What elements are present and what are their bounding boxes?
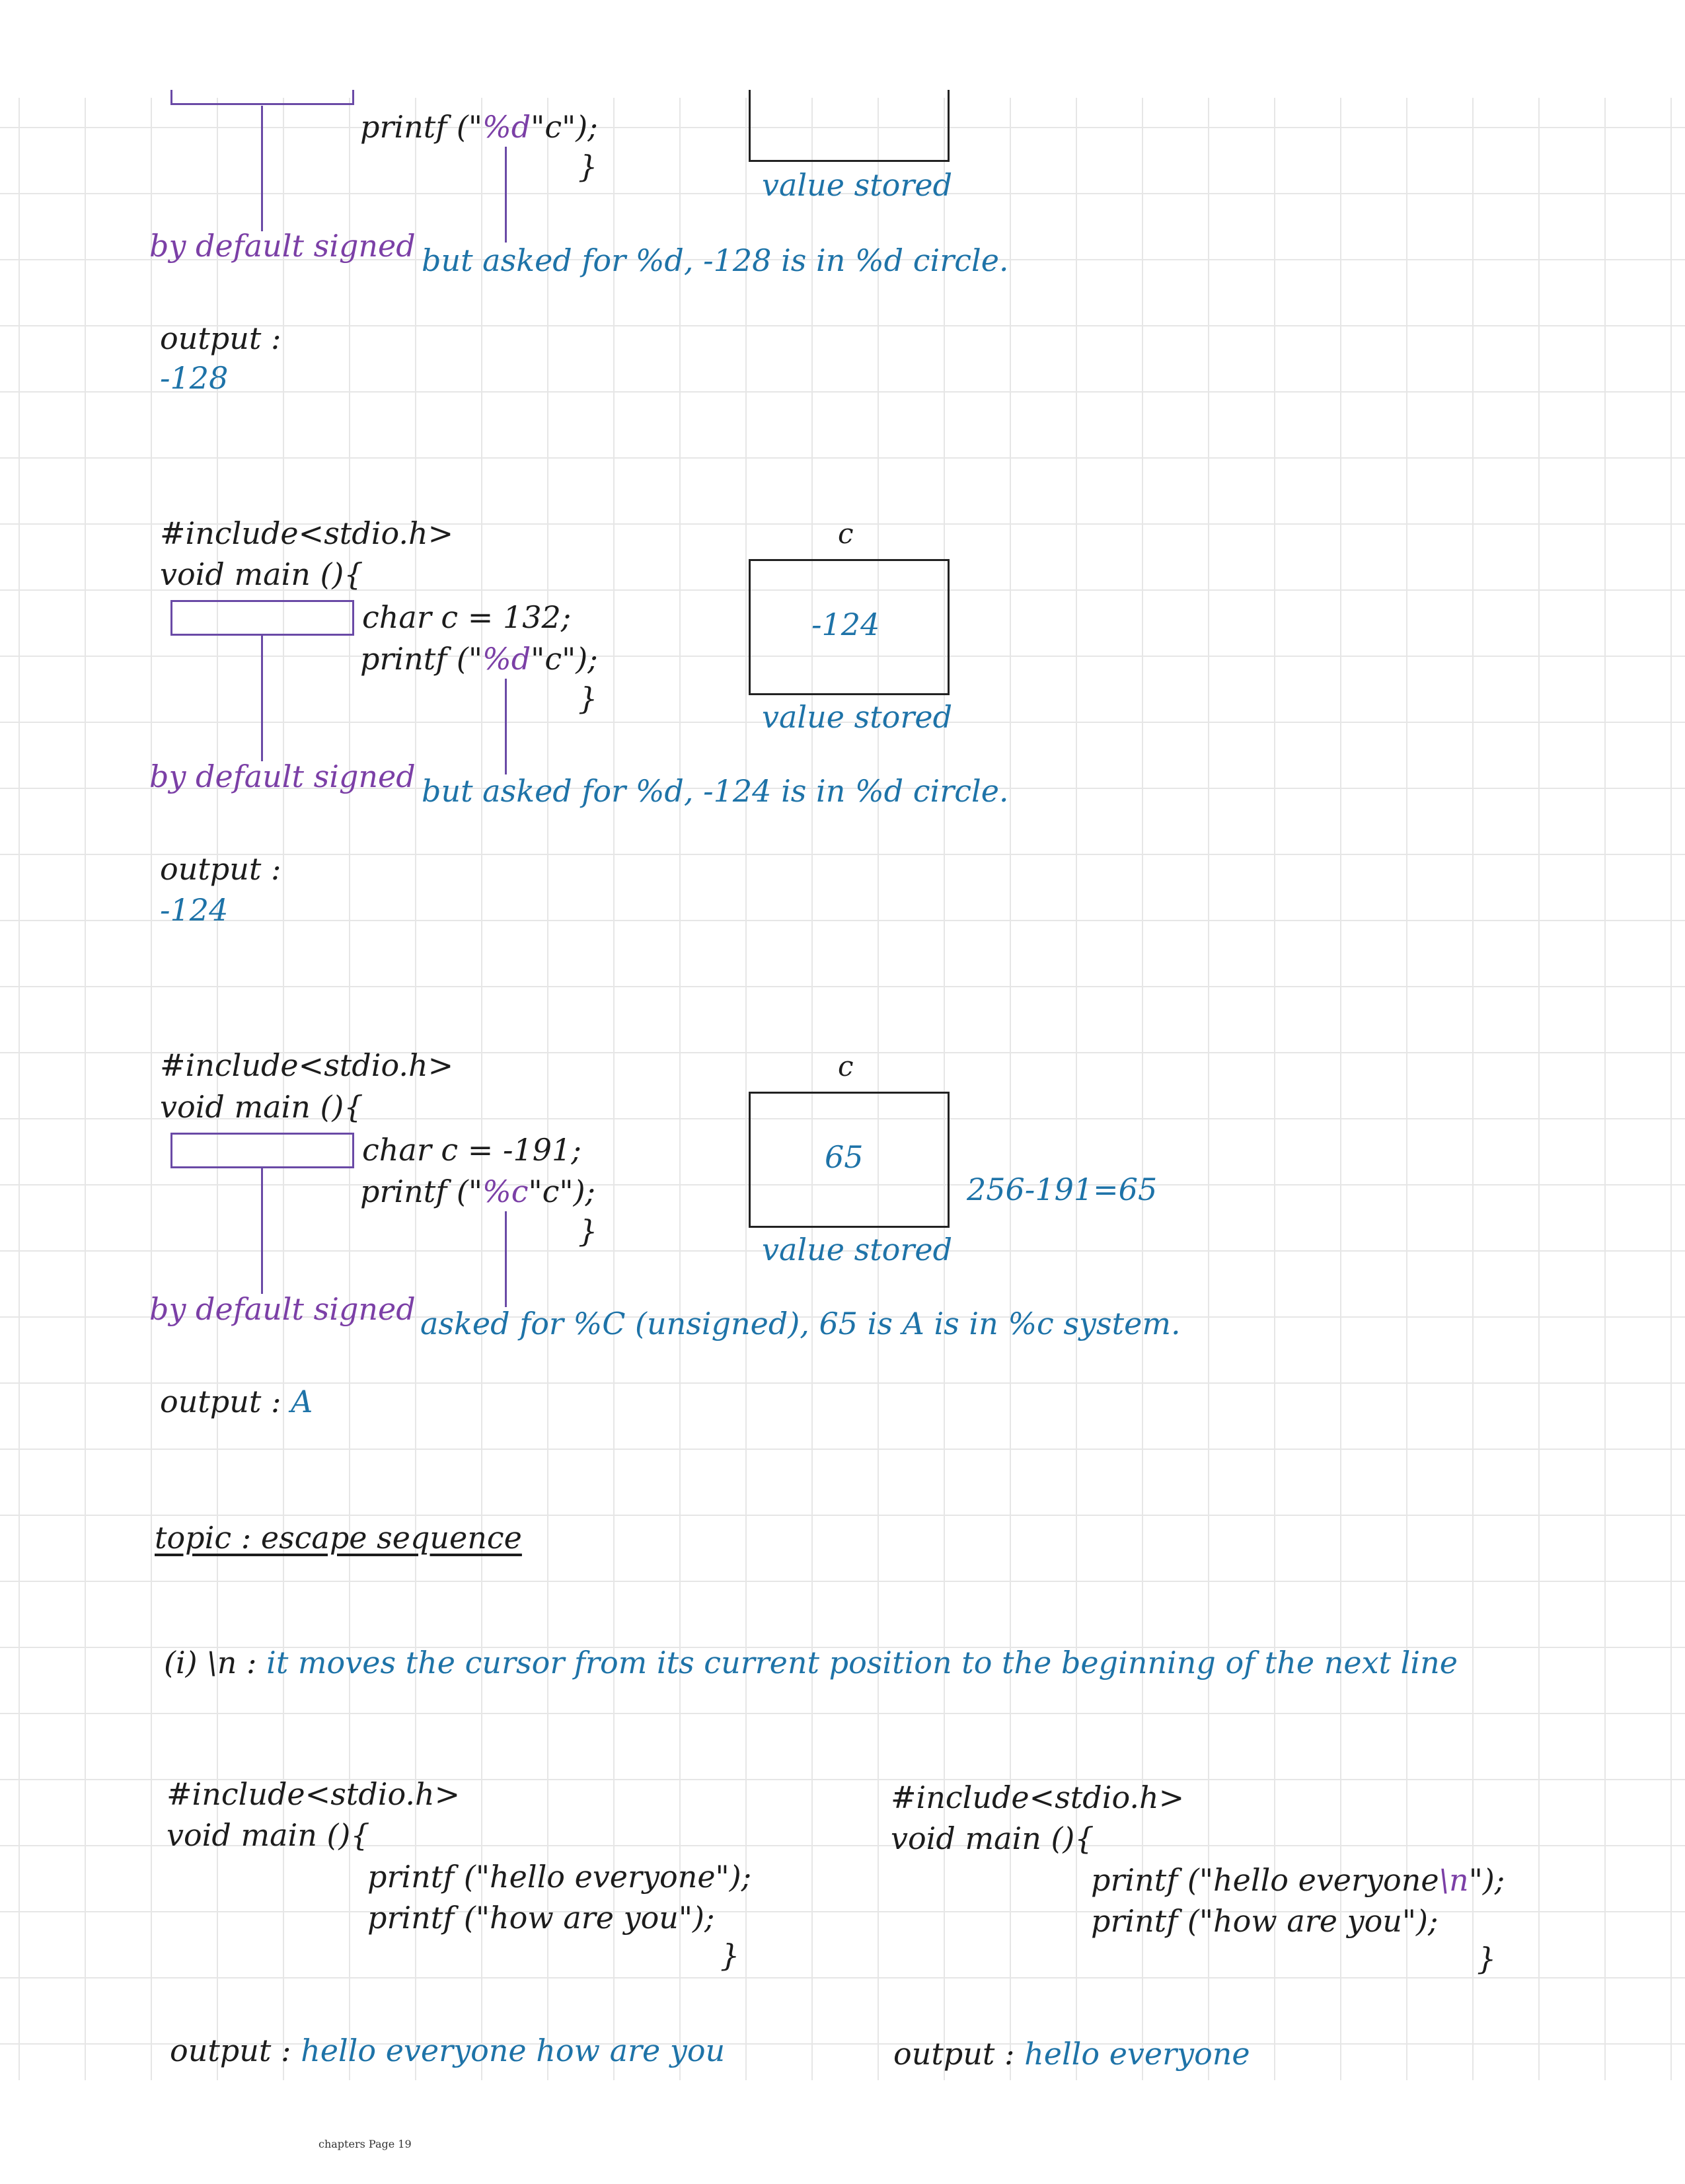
output-label: output : bbox=[160, 1384, 281, 1419]
output-label: output : bbox=[160, 320, 281, 356]
memory-box bbox=[749, 90, 950, 162]
explanation: but asked for %d, -124 is in %d circle. bbox=[422, 773, 1009, 809]
printf-suffix: "c"); bbox=[531, 109, 598, 145]
connector-line bbox=[505, 679, 507, 774]
printf-prefix: printf (" bbox=[360, 641, 483, 677]
calculation-note: 256-191=65 bbox=[967, 1172, 1158, 1207]
close-brace: } bbox=[578, 1213, 598, 1249]
printf-line: printf ("how are you"); bbox=[1091, 1903, 1439, 1939]
main-line: void main (){ bbox=[160, 1089, 363, 1125]
printf-suffix: "); bbox=[1468, 1862, 1505, 1898]
output-line bbox=[160, 1384, 313, 1419]
box-label: value stored bbox=[762, 699, 953, 735]
connector-line bbox=[261, 636, 263, 761]
output-label: output : bbox=[170, 2033, 291, 2068]
connector-line bbox=[261, 106, 263, 231]
output-value: hello everyone how are you bbox=[301, 2033, 726, 2068]
printf-prefix: printf (" bbox=[360, 1174, 483, 1209]
printf-line bbox=[360, 109, 598, 145]
signed-keyword-box bbox=[170, 1133, 354, 1168]
printf-line bbox=[360, 1174, 595, 1209]
printf-line: printf ("how are you"); bbox=[367, 1900, 715, 1936]
output-label: output : bbox=[893, 2036, 1015, 2072]
signed-keyword-box bbox=[170, 90, 354, 105]
main-line: void main (){ bbox=[891, 1821, 1094, 1856]
variable-name: c bbox=[838, 517, 854, 550]
main-line: void main (){ bbox=[167, 1817, 370, 1853]
output-value: -128 bbox=[160, 360, 229, 396]
printf-suffix: "c"); bbox=[531, 641, 598, 677]
close-brace: } bbox=[1477, 1941, 1497, 1977]
signed-keyword-box bbox=[170, 600, 354, 636]
format-specifier: %d bbox=[482, 109, 531, 145]
printf-suffix: "c"); bbox=[528, 1174, 596, 1209]
include-line: #include<stdio.h> bbox=[167, 1776, 461, 1812]
printf-prefix: printf ("hello everyone bbox=[1091, 1862, 1439, 1898]
printf-line bbox=[360, 641, 598, 677]
explanation: asked for %C (unsigned), 65 is A is in %c system. bbox=[420, 1306, 1181, 1341]
sign-note: by default signed bbox=[149, 228, 416, 264]
format-specifier: %d bbox=[482, 641, 531, 677]
include-line: #include<stdio.h> bbox=[160, 515, 454, 551]
output-value: hello everyone bbox=[1024, 2036, 1250, 2072]
output-value: A bbox=[291, 1384, 313, 1419]
main-line: void main (){ bbox=[160, 556, 363, 592]
box-label: value stored bbox=[762, 167, 953, 203]
printf-prefix: printf (" bbox=[360, 109, 483, 145]
close-brace: } bbox=[720, 1938, 740, 1973]
close-brace: } bbox=[578, 149, 598, 184]
escape-item-text: it moves the cursor from its current position to the beginning of the next line bbox=[266, 1645, 1458, 1680]
sign-note: by default signed bbox=[149, 1291, 416, 1327]
topic-heading: topic : escape sequence bbox=[155, 1520, 522, 1556]
include-line: #include<stdio.h> bbox=[891, 1780, 1185, 1815]
page-footer: chapters Page 19 bbox=[318, 2138, 412, 2150]
output-line bbox=[170, 2033, 725, 2068]
escape-item-label: (i) \n : bbox=[164, 1645, 257, 1680]
box-value: 65 bbox=[825, 1139, 864, 1175]
connector-line bbox=[261, 1168, 263, 1294]
variable-name: c bbox=[838, 1050, 854, 1082]
explanation: but asked for %d, -128 is in %d circle. bbox=[422, 243, 1009, 278]
output-line bbox=[893, 2036, 1250, 2072]
declaration: char c = -191; bbox=[362, 1132, 581, 1168]
sign-note: by default signed bbox=[149, 759, 416, 794]
printf-line: printf ("hello everyone"); bbox=[367, 1859, 752, 1895]
box-label: value stored bbox=[762, 1232, 953, 1267]
connector-line bbox=[505, 147, 507, 243]
box-value: -124 bbox=[811, 607, 880, 642]
output-value: -124 bbox=[160, 892, 229, 928]
connector-line bbox=[505, 1211, 507, 1307]
escape-item bbox=[164, 1645, 1458, 1680]
format-specifier: %c bbox=[482, 1174, 529, 1209]
declaration: char c = 132; bbox=[362, 599, 572, 635]
output-label: output : bbox=[160, 851, 281, 887]
include-line: #include<stdio.h> bbox=[160, 1047, 454, 1083]
printf-line bbox=[1091, 1862, 1505, 1898]
escape-sequence: \n bbox=[1439, 1862, 1469, 1898]
close-brace: } bbox=[578, 681, 598, 716]
